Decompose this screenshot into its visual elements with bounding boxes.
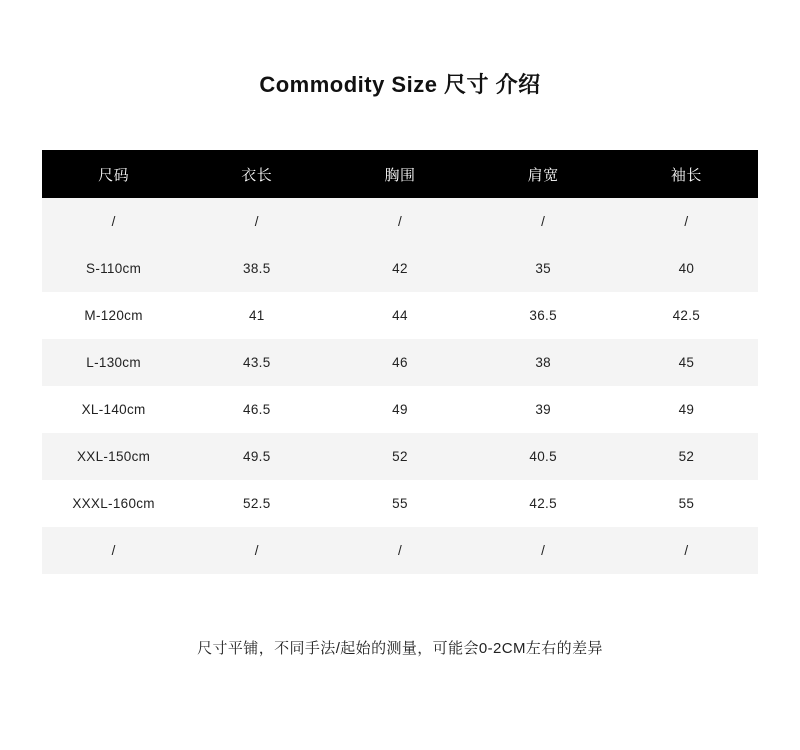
table-row <box>42 480 758 527</box>
table-row <box>42 292 758 339</box>
cell-length: 43.5 <box>185 339 328 386</box>
table-row <box>42 527 758 574</box>
column-header-sleeve: 袖长 <box>615 150 758 198</box>
column-header-shoulder: 肩宽 <box>472 150 615 198</box>
cell-sleeve: 49 <box>615 386 758 433</box>
table-row <box>42 245 758 292</box>
cell-bust: 52 <box>328 433 471 480</box>
cell-sleeve: 45 <box>615 339 758 386</box>
cell-size: / <box>42 527 185 574</box>
column-header-size: 尺码 <box>42 150 185 198</box>
cell-length: 41 <box>185 292 328 339</box>
cell-size: XL-140cm <box>42 386 185 433</box>
cell-size: L-130cm <box>42 339 185 386</box>
cell-sleeve: 55 <box>615 480 758 527</box>
table-row <box>42 198 758 245</box>
cell-length: 49.5 <box>185 433 328 480</box>
cell-bust: 55 <box>328 480 471 527</box>
cell-size: / <box>42 198 185 245</box>
cell-sleeve: / <box>615 527 758 574</box>
cell-bust: 46 <box>328 339 471 386</box>
cell-shoulder: 39 <box>472 386 615 433</box>
cell-shoulder: / <box>472 198 615 245</box>
cell-length: / <box>185 527 328 574</box>
cell-bust: / <box>328 198 471 245</box>
cell-length: 52.5 <box>185 480 328 527</box>
cell-shoulder: 42.5 <box>472 480 615 527</box>
cell-sleeve: 42.5 <box>615 292 758 339</box>
cell-shoulder: 36.5 <box>472 292 615 339</box>
cell-shoulder: 38 <box>472 339 615 386</box>
cell-sleeve: 52 <box>615 433 758 480</box>
cell-length: 46.5 <box>185 386 328 433</box>
cell-shoulder: / <box>472 527 615 574</box>
table-header-row <box>42 150 758 198</box>
column-header-bust: 胸围 <box>328 150 471 198</box>
table-row <box>42 433 758 480</box>
table-row <box>42 386 758 433</box>
cell-bust: / <box>328 527 471 574</box>
cell-length: / <box>185 198 328 245</box>
cell-shoulder: 40.5 <box>472 433 615 480</box>
size-table-body <box>42 198 758 574</box>
cell-length: 38.5 <box>185 245 328 292</box>
cell-size: M-120cm <box>42 292 185 339</box>
page-title: Commodity Size 尺寸 介绍 <box>259 72 541 97</box>
table-row <box>42 339 758 386</box>
cell-size: XXL-150cm <box>42 433 185 480</box>
size-table <box>42 150 758 574</box>
cell-bust: 42 <box>328 245 471 292</box>
measurement-note: 尺寸平铺，不同手法/起始的测量，可能会0-2CM左右的差异 <box>197 640 603 657</box>
cell-bust: 44 <box>328 292 471 339</box>
cell-sleeve: 40 <box>615 245 758 292</box>
cell-shoulder: 35 <box>472 245 615 292</box>
cell-size: XXXL-160cm <box>42 480 185 527</box>
size-table-container <box>42 99 758 574</box>
column-header-length: 衣长 <box>185 150 328 198</box>
cell-sleeve: / <box>615 198 758 245</box>
size-table-head <box>42 150 758 198</box>
cell-bust: 49 <box>328 386 471 433</box>
cell-size: S-110cm <box>42 245 185 292</box>
